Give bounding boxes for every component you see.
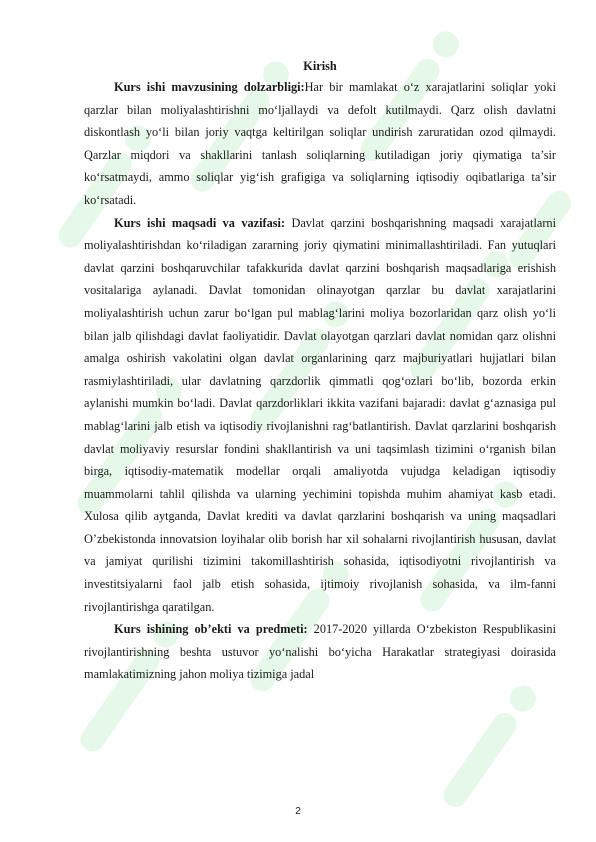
paragraph-goals [84,212,556,619]
page-number: 2 [295,806,301,817]
paragraph-text: 2017-2020 yillarda O‘zbekiston Respublikasini rivojlantirishning beshta ustuvor yo‘nalishi bo‘yicha Harakatlar strategiyasi doirasida mamlakatimizning jahon moliya tizimiga jadal [84,622,557,682]
paragraph-lead: Kurs ishining ob’ekti va predmeti: [114,622,308,637]
document-body [84,56,556,686]
paragraph-lead: Kurs ishi mavzusining dolzarbligi: [114,80,305,94]
paragraph-text: Davlat qarzini boshqarishning maqsadi xarajatlarni moliyalashtirishdan ko‘riladigan zararning joriy qiymatini minimallashtiriladi. Fan yutuqlari davlat qarzini boshqaruvchilar tafakkurida davlat qarzini boshqarish maqsadlariga erishish vositalariga aylanadi. Davlat tomonidan olinayotgan qarzlar bu davlat xarajatlarini moliyalashtirish uchun zarur bo‘lgan pul mablag‘larini moliya bozorlaridan qarz olish yo‘li bilan jalb qilishdagi davlat faoliyatidir. Davlat olayotgan qarzlari davlat nomidan qarz olishni amalga oshirish vakolatini olgan davlat organlarining qarz majburiyatlari hujjatlari bilan rasmiylashtiriladi, ular davlatning qarzdorlik qimmatli qog‘ozlari bo‘lib, bozorda erkin aylanishi mumkin bo‘ladi. Davlat qarzdorliklari ikkita vazifani bajaradi: davlat g‘aznasiga pul mablag‘larini jalb etish va iqtisodiy rivojlanishni rag‘batlantirish. Davlat qarzlarini boshqarish davlat moliyaviy resurslar fondini shakllantirish va uni taqsimlash tizimini o‘rganish bilan birga, iqtisodiy-matematik modellar orqali amaliyotda vujudga keladigan iqtisodiy muammolarni tahlil qilishda va ularning yechimini topishda muhim ahamiyat kasb etadi. Xulosa qilib aytganda, Davlat krediti va davlat qarzlarini boshqarish va uning maqsadlari O’zbekistonda innovatsion loyihalar olib borish har xil sohalarni rivojlantirish hususan, davlat va jamiyat qurilishi tizimini takomillashtirish sohasida, iqtisodiyotni rivojlantirish va investitsiyalarni faol jalb etish sohasida, ijtimoiy rivojlanish sohasida, va ilm-fanni rivojlantirishga qaratilgan. [84,215,556,614]
paragraph-relevance [84,76,556,212]
paragraph-object [84,618,556,686]
document-title: Kirish [303,59,337,73]
paragraph-lead: Kurs ishi maqsadi va vazifasi: [114,215,286,230]
paragraph-text: Har bir mamlakat o‘z xarajatlarini soliqlar yoki qarzlar bilan moliyalashtirishni mo‘ljallaydi va defolt kutilmaydi. Qarz olish davlatni diskontlash yo‘li bilan joriy vaqtga keltirilgan soliqlar undirish zaruratidan ozod qilmaydi. Qarzlar miqdori va shakllarini tanlash soliqlarning kutiladigan joriy qiymatiga ta’sir ko‘rsatmaydi, ammo soliqlar yig‘ish grafigiga va soliqlarning iqtisodiy oqibatlariga ta’sir ko‘rsatadi. [84,80,556,207]
